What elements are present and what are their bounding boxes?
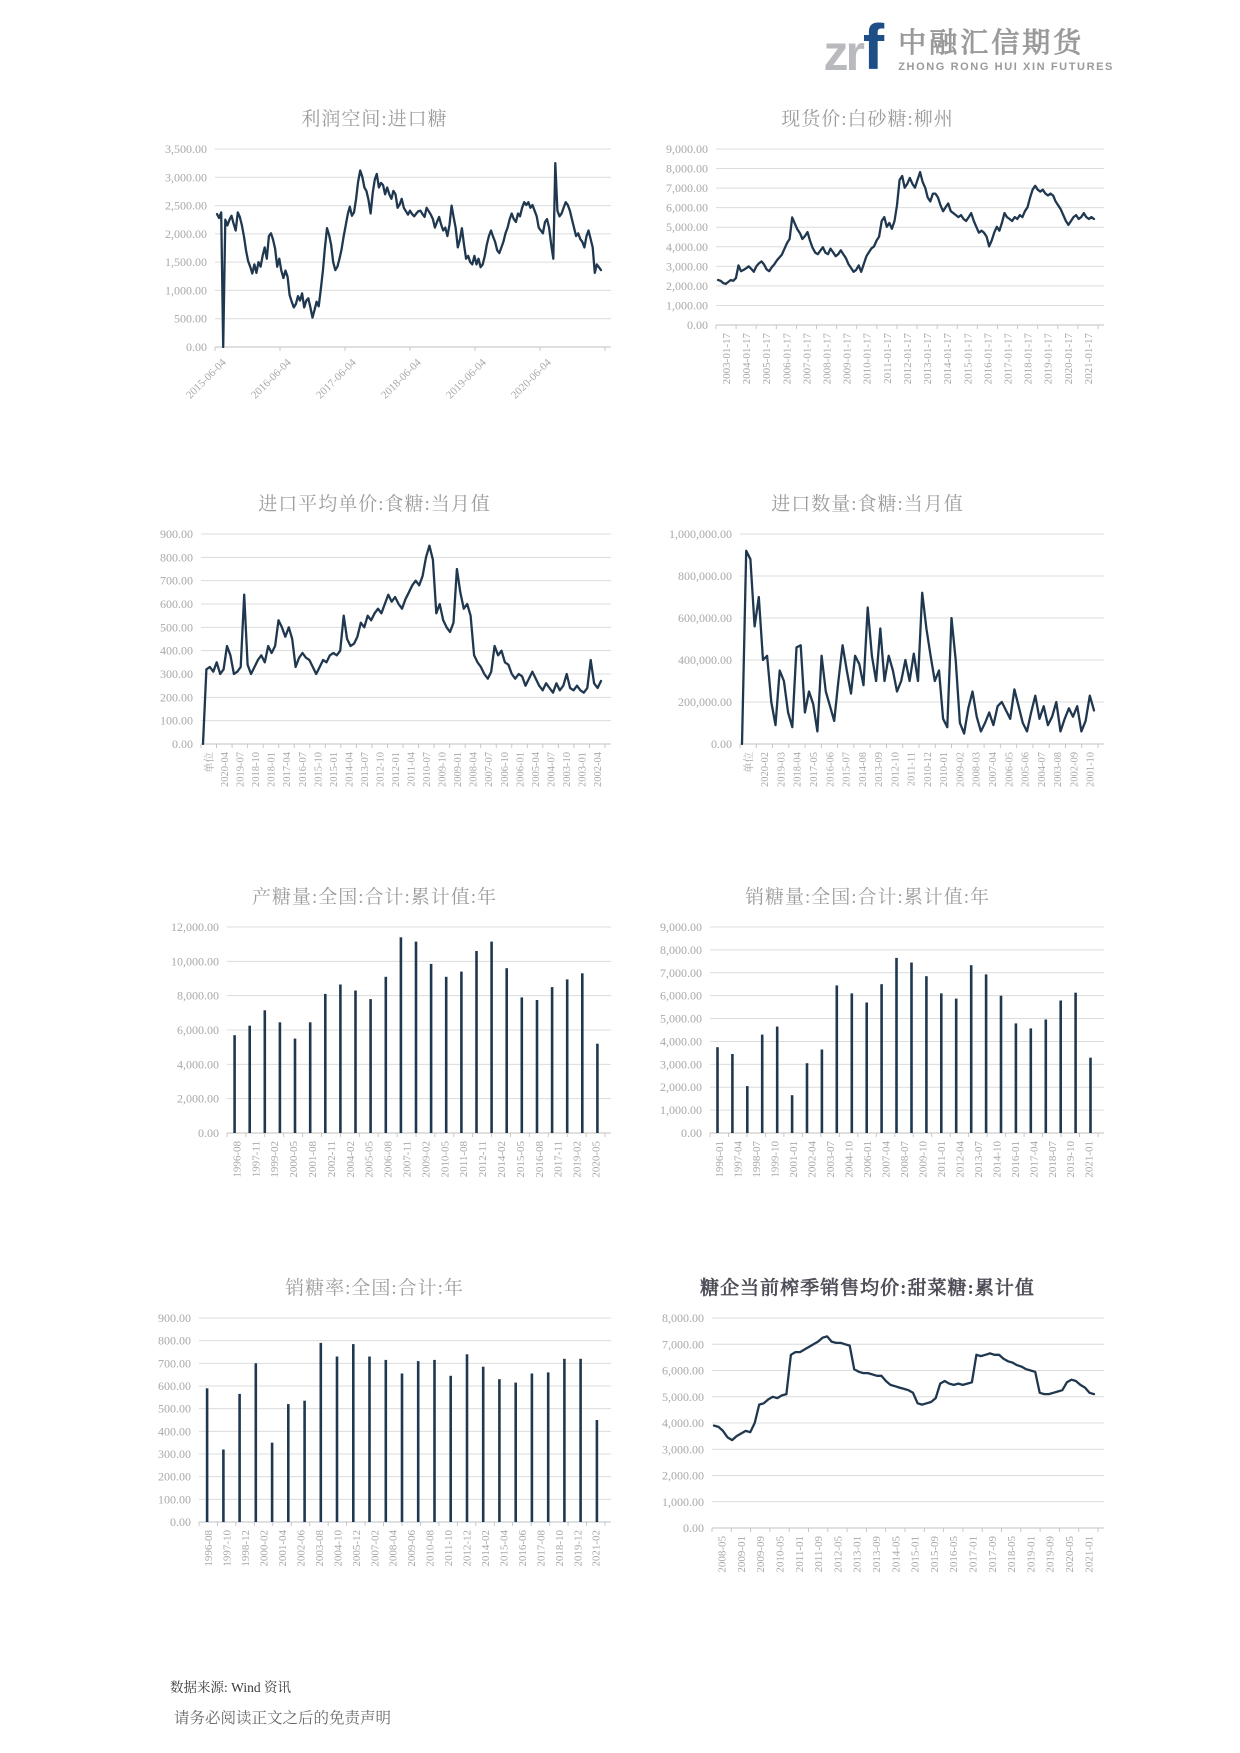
svg-text:2019-01-17: 2019-01-17 [1042,333,1055,385]
svg-text:7,000.00: 7,000.00 [661,1337,704,1352]
svg-text:400.00: 400.00 [159,643,193,658]
svg-text:2019-09: 2019-09 [1044,1536,1057,1573]
line-chart-svg [135,135,615,417]
svg-text:2015-09: 2015-09 [928,1536,941,1573]
svg-text:2013-09: 2013-09 [870,1536,883,1573]
svg-text:1997-11: 1997-11 [249,1141,262,1178]
svg-text:2005-05: 2005-05 [363,1141,376,1178]
svg-text:6,000.00: 6,000.00 [661,1363,704,1378]
svg-text:2007-02: 2007-02 [368,1530,381,1567]
svg-text:6,000.00: 6,000.00 [665,200,708,215]
svg-text:2015-01-17: 2015-01-17 [961,333,974,385]
svg-text:2010-12: 2010-12 [922,752,934,787]
svg-text:2004-10: 2004-10 [843,1141,856,1178]
svg-text:2005-01-17: 2005-01-17 [760,333,773,385]
svg-text:8,000.00: 8,000.00 [659,942,702,957]
svg-text:2004-07: 2004-07 [545,752,557,787]
svg-text:2014-08: 2014-08 [857,752,869,787]
svg-text:2007-04: 2007-04 [987,752,999,787]
svg-text:4,000.00: 4,000.00 [659,1034,702,1049]
svg-text:2010-05: 2010-05 [774,1536,787,1573]
svg-text:2002-09: 2002-09 [1068,752,1080,787]
svg-text:2007-04: 2007-04 [879,1141,892,1178]
svg-text:200,000.00: 200,000.00 [677,695,732,709]
svg-text:0.00: 0.00 [169,1515,191,1529]
svg-text:2007-11: 2007-11 [401,1141,414,1178]
logo-f-letter: f [862,11,885,83]
svg-text:3,000.00: 3,000.00 [659,1057,702,1072]
svg-text:2013-09: 2013-09 [873,752,885,787]
svg-text:2018-06-04: 2018-06-04 [378,356,424,402]
svg-text:2,000.00: 2,000.00 [661,1468,704,1483]
page-footer [170,1676,391,1728]
svg-text:1998-07: 1998-07 [750,1141,763,1178]
svg-text:2019-01: 2019-01 [1024,1536,1037,1573]
svg-text:1996-08: 1996-08 [230,1141,243,1178]
svg-text:单位: 单位 [743,752,755,773]
svg-text:2011-01-17: 2011-01-17 [881,333,894,384]
svg-text:2017-09: 2017-09 [986,1536,999,1573]
svg-text:400.00: 400.00 [157,1424,191,1439]
bar-chart-svg [628,913,1108,1201]
svg-text:4,000.00: 4,000.00 [661,1416,704,1430]
svg-text:2015-05: 2015-05 [514,1141,527,1178]
chart-import-quantity [621,489,1114,810]
svg-text:1999-10: 1999-10 [769,1141,782,1178]
svg-text:1998-12: 1998-12 [239,1530,252,1567]
svg-text:2018-01-17: 2018-01-17 [1022,333,1035,385]
svg-text:2001-10: 2001-10 [1085,752,1097,787]
svg-text:800.00: 800.00 [157,1333,191,1348]
chart-sugar-production-cumulative [128,882,621,1201]
chart-title: 产糖量:全国:合计:累计值:年 [251,887,498,908]
svg-text:2015-10: 2015-10 [312,752,324,787]
svg-text:200.00: 200.00 [157,1469,191,1484]
svg-text:2007-07: 2007-07 [483,752,495,787]
svg-text:2011-08: 2011-08 [457,1141,470,1178]
svg-text:6,000.00: 6,000.00 [659,988,702,1003]
svg-text:2007-01-17: 2007-01-17 [800,333,813,385]
svg-text:1996-08: 1996-08 [202,1530,215,1567]
svg-text:2021-01-17: 2021-01-17 [1082,332,1095,385]
svg-text:2019-10: 2019-10 [1064,1141,1077,1178]
svg-text:2014-02: 2014-02 [495,1141,508,1178]
svg-text:2003-08: 2003-08 [1052,752,1064,787]
svg-text:500.00: 500.00 [173,311,207,326]
svg-text:2015-01: 2015-01 [909,1536,922,1573]
svg-text:900.00: 900.00 [157,1311,191,1325]
svg-text:1,000,000.00: 1,000,000.00 [668,527,732,541]
svg-text:6,000.00: 6,000.00 [176,1023,219,1037]
svg-text:2018-10: 2018-10 [553,1530,566,1567]
svg-text:2017-01: 2017-01 [967,1536,980,1573]
svg-text:2009-02: 2009-02 [419,1141,432,1178]
svg-text:2011-01: 2011-01 [793,1536,806,1573]
svg-text:7,000.00: 7,000.00 [665,181,708,196]
svg-text:2012-05: 2012-05 [831,1536,844,1573]
svg-text:2015-04: 2015-04 [497,1530,510,1567]
svg-text:9,000.00: 9,000.00 [665,142,708,156]
svg-text:2,000.00: 2,000.00 [176,1091,219,1106]
svg-text:2013-01-17: 2013-01-17 [921,333,934,385]
svg-text:2009-06: 2009-06 [405,1530,418,1567]
svg-text:8,000.00: 8,000.00 [665,161,708,176]
svg-text:5,000.00: 5,000.00 [661,1389,704,1404]
company-name-en: ZHONG RONG HUI XIN FUTURES [898,61,1114,74]
svg-text:2008-05: 2008-05 [716,1536,729,1573]
svg-text:2013-07: 2013-07 [972,1141,985,1178]
chart-beet-sugar-average-sales-price [621,1273,1114,1602]
svg-text:9,000.00: 9,000.00 [659,920,702,934]
svg-text:2002-04: 2002-04 [806,1141,819,1178]
line-chart-svg [628,1304,1108,1602]
svg-text:2020-01-17: 2020-01-17 [1062,333,1075,385]
logo-wordmark [898,29,1114,73]
svg-text:1999-02: 1999-02 [268,1141,281,1178]
chart-title: 糖企当前榨季销售均价:甜菜糖:累计值 [700,1278,1035,1299]
svg-text:1996-01: 1996-01 [713,1141,726,1178]
svg-text:2018-01: 2018-01 [266,752,278,787]
svg-text:2003-07: 2003-07 [824,1141,837,1178]
chart-import-average-unit-price [128,489,621,810]
svg-text:2016-06: 2016-06 [824,752,836,787]
svg-text:2002-06: 2002-06 [294,1530,307,1567]
svg-text:2013-01: 2013-01 [851,1536,864,1573]
svg-text:2010-05: 2010-05 [438,1141,451,1178]
svg-text:2003-10: 2003-10 [561,752,573,787]
svg-text:2001-08: 2001-08 [306,1141,319,1178]
chart-sugar-sales-volume-cumulative [621,882,1114,1201]
company-logo [823,11,1114,83]
svg-text:2010-01-17: 2010-01-17 [861,333,874,385]
logo-zrf-mark [823,11,885,83]
svg-text:2003-01-17: 2003-01-17 [720,333,733,385]
svg-text:2021-02: 2021-02 [590,1530,603,1567]
chart-title: 进口平均单价:食糖:当月值 [258,494,491,515]
svg-text:2010-07: 2010-07 [421,752,433,787]
svg-text:2016-07: 2016-07 [297,752,309,787]
svg-text:2017-08: 2017-08 [534,1530,547,1567]
svg-text:2011-10: 2011-10 [442,1530,455,1567]
svg-text:100.00: 100.00 [159,713,193,728]
svg-text:1,000.00: 1,000.00 [164,283,207,298]
chart-spot-price-white-sugar-liuzhou [621,104,1114,417]
svg-text:2020-05: 2020-05 [590,1141,603,1178]
svg-text:2020-04: 2020-04 [219,752,231,787]
svg-text:2011-01: 2011-01 [935,1141,948,1178]
chart-sugar-sales-rate [128,1273,621,1602]
chart-title: 销糖量:全国:合计:累计值:年 [744,887,991,908]
svg-text:2014-10: 2014-10 [990,1141,1003,1178]
svg-text:2014-01-17: 2014-01-17 [941,333,954,385]
bar-chart-svg [135,913,615,1201]
svg-text:3,000.00: 3,000.00 [661,1442,704,1457]
svg-text:2014-02: 2014-02 [479,1530,492,1567]
bar-chart-svg [135,1304,615,1588]
svg-text:7,000.00: 7,000.00 [659,965,702,980]
svg-text:2011-11: 2011-11 [906,752,918,787]
svg-text:1997-10: 1997-10 [221,1530,234,1567]
svg-text:2011-09: 2011-09 [812,1536,825,1573]
svg-text:2019-12: 2019-12 [571,1530,584,1567]
svg-text:600,000.00: 600,000.00 [677,611,732,625]
svg-text:2009-01: 2009-01 [735,1536,748,1573]
line-chart-svg [628,135,1108,417]
svg-text:2008-01-17: 2008-01-17 [821,333,834,385]
svg-text:2012-10: 2012-10 [889,752,901,787]
svg-text:2016-05: 2016-05 [947,1536,960,1573]
svg-text:0.00: 0.00 [197,1126,219,1140]
svg-text:5,000.00: 5,000.00 [665,220,708,235]
svg-text:2020-06-04: 2020-06-04 [508,356,554,402]
svg-text:2015-06-04: 2015-06-04 [183,356,229,402]
svg-text:400,000.00: 400,000.00 [677,653,732,667]
svg-text:2005-04: 2005-04 [530,752,542,787]
svg-text:2004-01-17: 2004-01-17 [740,333,753,385]
svg-text:2020-02: 2020-02 [759,752,771,787]
svg-text:700.00: 700.00 [159,573,193,588]
svg-text:0.00: 0.00 [682,1521,704,1535]
svg-text:2006-10: 2006-10 [499,752,511,787]
svg-text:2001-01: 2001-01 [787,1141,800,1178]
svg-text:2008-04: 2008-04 [387,1530,400,1567]
svg-text:2,500.00: 2,500.00 [164,198,207,213]
svg-text:500.00: 500.00 [157,1401,191,1416]
svg-text:8,000.00: 8,000.00 [176,988,219,1003]
svg-text:600.00: 600.00 [157,1379,191,1393]
svg-text:2003-01: 2003-01 [576,752,588,787]
svg-text:2002-11: 2002-11 [325,1141,338,1178]
svg-text:2000-02: 2000-02 [258,1530,271,1567]
chart-profit-import-sugar [128,104,621,417]
svg-text:2012-01: 2012-01 [390,752,402,787]
svg-text:8,000.00: 8,000.00 [661,1311,704,1325]
svg-text:0.00: 0.00 [171,737,193,751]
svg-text:2017-04: 2017-04 [1027,1141,1040,1178]
svg-text:2021-01: 2021-01 [1082,1536,1095,1573]
svg-text:2,000.00: 2,000.00 [164,226,207,241]
svg-text:800.00: 800.00 [159,550,193,565]
svg-text:2019-02: 2019-02 [571,1141,584,1178]
svg-text:2000-05: 2000-05 [287,1141,300,1178]
svg-text:2017-05: 2017-05 [808,752,820,787]
svg-text:2015-07: 2015-07 [841,752,853,787]
svg-text:2018-04: 2018-04 [792,752,804,787]
svg-text:2005-12: 2005-12 [350,1530,363,1567]
svg-text:4,000.00: 4,000.00 [665,239,708,254]
svg-text:2016-06: 2016-06 [516,1530,529,1567]
svg-text:2006-01: 2006-01 [861,1141,874,1178]
svg-text:2010-01: 2010-01 [938,752,950,787]
svg-text:2019-03: 2019-03 [775,752,787,787]
svg-text:200.00: 200.00 [159,690,193,705]
svg-text:2004-10: 2004-10 [331,1530,344,1567]
svg-text:3,500.00: 3,500.00 [164,142,207,156]
svg-text:2019-07: 2019-07 [235,752,247,787]
svg-text:1,000.00: 1,000.00 [661,1494,704,1509]
svg-text:2001-04: 2001-04 [276,1530,289,1567]
svg-text:2008-03: 2008-03 [971,752,983,787]
company-name-cn: 中融汇信期货 [898,27,1085,59]
svg-text:1,000.00: 1,000.00 [659,1103,702,1118]
svg-text:2010-08: 2010-08 [424,1530,437,1567]
chart-title: 进口数量:食糖:当月值 [771,494,964,515]
svg-text:2006-01: 2006-01 [514,752,526,787]
svg-text:2009-01: 2009-01 [452,752,464,787]
svg-text:2003-08: 2003-08 [313,1530,326,1567]
svg-text:2012-12: 2012-12 [461,1530,474,1567]
svg-text:600.00: 600.00 [159,597,193,611]
svg-text:2017-04: 2017-04 [281,752,293,787]
svg-text:2017-11: 2017-11 [552,1141,565,1178]
svg-text:800,000.00: 800,000.00 [677,569,732,583]
svg-text:2006-08: 2006-08 [382,1141,395,1178]
svg-text:2,000.00: 2,000.00 [659,1080,702,1095]
svg-text:2009-02: 2009-02 [954,752,966,787]
svg-text:2016-01: 2016-01 [1009,1141,1022,1178]
svg-text:2014-05: 2014-05 [889,1536,902,1573]
svg-text:0.00: 0.00 [185,340,207,354]
svg-text:5,000.00: 5,000.00 [659,1011,702,1026]
svg-text:2006-05: 2006-05 [1003,752,1015,787]
svg-text:2016-06-04: 2016-06-04 [248,356,294,402]
svg-text:2012-10: 2012-10 [374,752,386,787]
svg-text:2014-04: 2014-04 [343,752,355,787]
svg-text:3,000.00: 3,000.00 [665,259,708,274]
svg-text:700.00: 700.00 [157,1356,191,1371]
svg-text:2021-01: 2021-01 [1083,1141,1096,1178]
svg-text:2009-10: 2009-10 [437,752,449,787]
svg-text:12,000.00: 12,000.00 [170,920,219,934]
svg-text:2016-01-17: 2016-01-17 [981,333,994,385]
svg-text:4,000.00: 4,000.00 [176,1057,219,1072]
svg-text:2015-01: 2015-01 [328,752,340,787]
svg-text:0.00: 0.00 [686,318,708,332]
svg-text:10,000.00: 10,000.00 [170,954,219,969]
data-source-note: 数据来源: Wind 资讯 [170,1680,291,1695]
svg-text:2012-01-17: 2012-01-17 [901,333,914,385]
svg-text:2009-09: 2009-09 [754,1536,767,1573]
line-chart-svg [135,520,615,810]
svg-text:500.00: 500.00 [159,620,193,635]
chart-title: 销糖率:全国:合计:年 [285,1278,464,1299]
line-chart-svg [628,520,1108,810]
svg-text:3,000.00: 3,000.00 [164,170,207,185]
svg-text:2002-04: 2002-04 [592,752,604,787]
svg-text:300.00: 300.00 [159,667,193,681]
svg-text:100.00: 100.00 [157,1492,191,1507]
svg-text:2017-06-04: 2017-06-04 [313,356,359,402]
svg-text:2004-07: 2004-07 [1036,752,1048,787]
svg-text:2019-06-04: 2019-06-04 [443,356,489,402]
svg-text:2004-02: 2004-02 [344,1141,357,1178]
chart-title: 现货价:白砂糖:柳州 [781,109,954,130]
svg-text:2020-05: 2020-05 [1063,1536,1076,1573]
svg-text:2018-10: 2018-10 [250,752,262,787]
svg-text:2009-10: 2009-10 [916,1141,929,1178]
svg-text:2012-11: 2012-11 [476,1141,489,1178]
svg-text:0.00: 0.00 [680,1126,702,1140]
svg-text:2,000.00: 2,000.00 [665,278,708,293]
svg-text:单位: 单位 [204,752,216,773]
svg-text:300.00: 300.00 [157,1447,191,1461]
disclaimer-note: 请务必阅读正文之后的免责声明 [174,1710,392,1727]
chart-title: 利润空间:进口糖 [301,109,448,130]
logo-zr-letters: zr [823,25,862,82]
svg-text:2006-01-17: 2006-01-17 [780,333,793,385]
svg-text:1997-04: 1997-04 [732,1141,745,1178]
svg-text:1,000.00: 1,000.00 [665,298,708,313]
svg-text:2008-04: 2008-04 [468,752,480,787]
charts-grid [128,104,1114,1602]
svg-text:1,500.00: 1,500.00 [164,255,207,270]
svg-text:2011-04: 2011-04 [406,752,418,787]
svg-text:2018-07: 2018-07 [1046,1141,1059,1178]
svg-text:2009-01-17: 2009-01-17 [841,333,854,385]
svg-text:2013-07: 2013-07 [359,752,371,787]
svg-text:2017-01-17: 2017-01-17 [1001,333,1014,385]
svg-text:2005-06: 2005-06 [1020,752,1032,787]
svg-text:2018-05: 2018-05 [1005,1536,1018,1573]
svg-text:2008-07: 2008-07 [898,1141,911,1178]
svg-text:2016-08: 2016-08 [533,1141,546,1178]
svg-text:0.00: 0.00 [710,737,732,751]
svg-text:2012-04: 2012-04 [953,1141,966,1178]
svg-text:900.00: 900.00 [159,527,193,541]
